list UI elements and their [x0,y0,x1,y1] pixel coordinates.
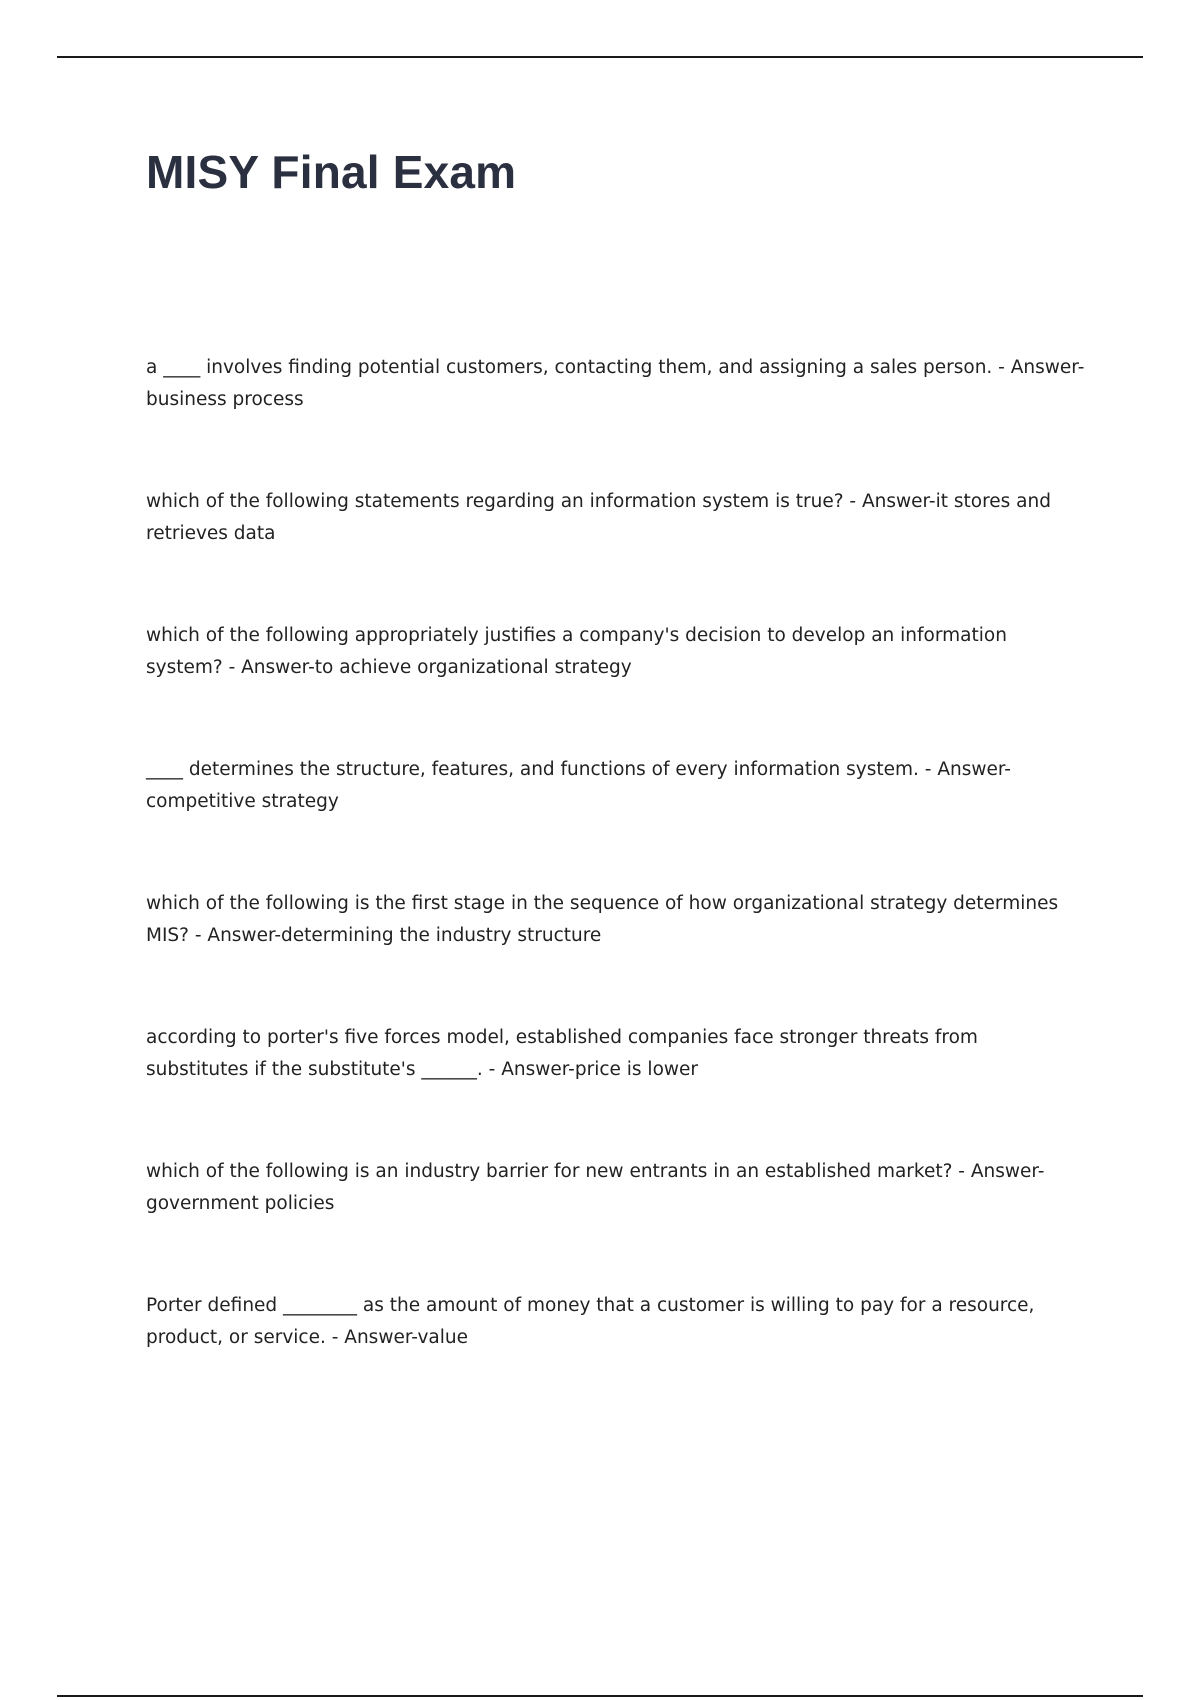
qa-item-1: a ____ involves finding potential customers, contacting them, and assigning a sales person. - Answer-business process [146,357,1085,410]
qa-item-6: according to porter's five forces model, established companies face stronger threats from substitutes if the substitute's ______. - Answer-price is lower [146,1027,978,1080]
qa-item-4: ____ determines the structure, features, and functions of every information system. - Answer-competitive strategy [146,759,1011,812]
qa-item-3: which of the following appropriately justifies a company's decision to develop an information system? - Answer-to achieve organizational strategy [146,625,1007,678]
question-answer-list [146,352,1086,1424]
qa-item-8: Porter defined ________ as the amount of money that a customer is willing to pay for a resource, product, or service. - Answer-value [146,1295,1035,1348]
qa-item-5: which of the following is the first stage in the sequence of how organizational strategy determines MIS? - Answer-determining the industry structure [146,893,1059,946]
document-title: MISY Final Exam [146,146,517,198]
top-rule [57,56,1143,58]
qa-item-2: which of the following statements regarding an information system is true? - Answer-it stores and retrieves data [146,491,1051,544]
qa-item-7: which of the following is an industry barrier for new entrants in an established market? - Answer-government policies [146,1161,1045,1214]
bottom-rule [57,1695,1143,1697]
